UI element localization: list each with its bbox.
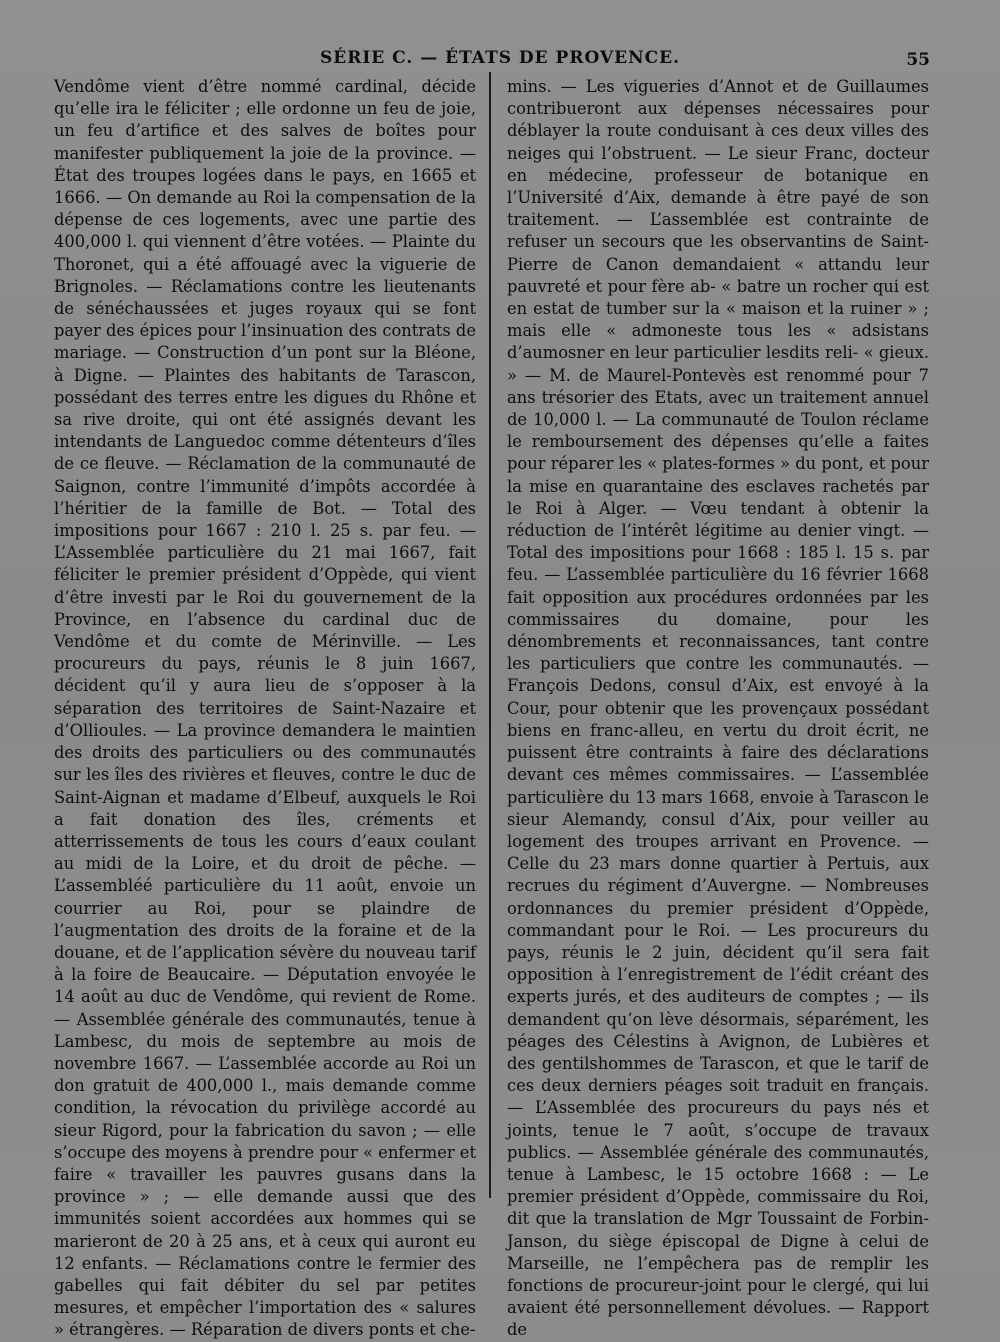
left-column-text: Vendôme vient d’être nommé cardinal, décide qu’elle ira le féliciter ; elle ordonne un feu de joie, un feu d’artifice et des salves de boîtes pour manifester publiquement la joie de la province. — État des troupes logées dans le pays, en 1665 et 1666. — On demande au Roi la compensation de la dépense de ces logements, avec une partie des 400,000 l. qui viennent d’être votées. — Plainte du Thoronet, qui a été affouagé avec la viguerie de Brignoles. — Réclamations contre les lieutenants de sénéchaussées et juges royaux qui se font payer des épices pour l’insinuation des contrats de mariage. — Construction d’un pont sur la Bléone, à Digne. — Plaintes des habitants de Tarascon, possédant des terres entre les digues du Rhône et sa rive droite, qui ont été assignés devant les intendants de Languedoc comme détenteurs d’îles de ce fleuve. — Réclamation de la communauté de Saignon, contre l’immunité d’impôts accordée à l’héritier de la famille de Bot. — Total des impositions pour 1667 : 210 l. 25 s. par feu. — L’Assemblée particulière du 21 mai 1667, fait féliciter le premier président d’Oppède, qui vient d’être investi par le Roi du gouvernement de la Province, en l’absence du cardinal duc de Vendôme et du comte de Mérinville. — Les procureurs du pays, réunis le 8 juin 1667, décident qu’il y aura lieu de s’opposer à la séparation des territoires de Saint-Nazaire et d’Ollioules. — La province demandera le maintien des droits des particuliers ou des communautés sur les îles des rivières et fleuves, contre le duc de Saint-Aignan et madame d’Elbeuf, auxquels le Roi a fait donation des îles, créments et atterrissements de tous les cours d’eaux coulant au midi de la Loire, et du droit de pêche. — L’assembléé particulière du 11 août, envoie un courrier au Roi, pour se plaindre de l’augmentation des droits de la foraine et de la douane, et de l’application sévère du nouveau tarif à la foire de Beaucaire. — Députation envoyée le 14 août au duc de Vendôme, qui revient de Rome. — Assemblée générale des communautés, tenue à Lambesc, du mois de septembre au mois de novembre 1667. — L’assemblée accorde au Roi un don gratuit de 400,000 l., mais demande comme condition, la révocation du privilège accordé au sieur Rigord, pour la fabrication du savon ; — elle s’occupe des moyens à prendre pour « enfermer et faire « travailler les pauvres gusans dans la province » ; — elle demande aussi que des immunités soient accordées aux hommes qui se marieront de 20 à 25 ans, et à ceux qui auront eu 12 enfants. — Réclamations contre le fermier des gabelles qui fait débiter du sel par petites mesures, et empêcher l’importation des « salures » étrangères. — Réparation de divers ponts et che- (54, 77, 476, 1340)
running-title: SÉRIE C. — ÉTATS DE PROVENCE. (319, 48, 681, 68)
left-column (54, 76, 476, 1342)
page-number: 55 (906, 50, 930, 70)
column-divider (489, 72, 491, 1198)
right-column-text: mins. — Les vigueries d’Annot et de Guillaumes contribueront aux dépenses nécessaires pour déblayer la route conduisant à ces deux villes des neiges qui l’obstruent. — Le sieur Franc, docteur en médecine, professeur de botanique en l’Université d’Aix, demande à être payé de son traitement. — L’assemblée est contrainte de refuser un secours que les observantins de Saint-Pierre de Canon demandaient « attandu leur pauvreté et pour fère ab- « batre un rocher qui est en estat de tumber sur la « maison et la ruiner » ; mais elle « admoneste tous les « adsistans d’aumosner en leur particulier lesdits reli- « gieux. » — M. de Maurel-Pontevès est renommé pour 7 ans trésorier des Etats, avec un traitement annuel de 10,000 l. — La communauté de Toulon réclame le remboursement des dépenses qu’elle a faites pour réparer les « plates-formes » du pont, et pour la mise en quarantaine des esclaves rachetés par le Roi à Alger. — Vœu tendant à obtenir la réduction de l’intérêt légitime au denier vingt. — Total des impositions pour 1668 : 185 l. 15 s. par feu. — L’assemblée particulière du 16 février 1668 fait opposition aux procédures ordonnées par les commissaires du domaine, pour les dénombrements et reconnaissances, tant contre les particuliers que contre les communautés. — François Dedons, consul d’Aix, est envoyé à la Cour, pour obtenir que les provençaux possédant biens en franc-alleu, en vertu du droit écrit, ne puissent être contraints à faire des déclarations devant ces mêmes commissaires. — L’assemblée particulière du 13 mars 1668, envoie à Tarascon le sieur Alemandy, consul d’Aix, pour veiller au logement des troupes arrivant en Provence. — Celle du 23 mars donne quartier à Pertuis, aux recrues du régiment d’Auvergne. — Nombreuses ordonnances du premier président d’Oppède, commandant pour le Roi. — Les procureurs du pays, réunis le 2 juin, décident qu’il sera fait opposition à l’enregistrement de l’édit créant des experts jurés, et des auditeurs de comptes ; — ils demandent qu’on lève désormais, séparément, les péages des Célestins à Avignon, de Lubières et des gentilshommes de Tarascon, et que le tarif de ces deux derniers péages soit traduit en français. — L’Assemblée des procureurs du pays nés et joints, tenue le 7 août, s’occupe de travaux publics. — Assemblée générale des communautés, tenue à Lambesc, le 15 octobre 1668 : — Le premier président d’Oppède, commissaire du Roi, dit que la translation de Mgr Toussaint de Forbin-Janson, du siège épiscopal de Digne à celui de Marseille, ne l’empêchera pas de remplir les fonctions de procureur-joint pour le clergé, qui lui avaient été personnellement dévolues. — Rapport de (507, 77, 929, 1340)
running-header (0, 44, 1000, 72)
right-column (507, 76, 929, 1342)
